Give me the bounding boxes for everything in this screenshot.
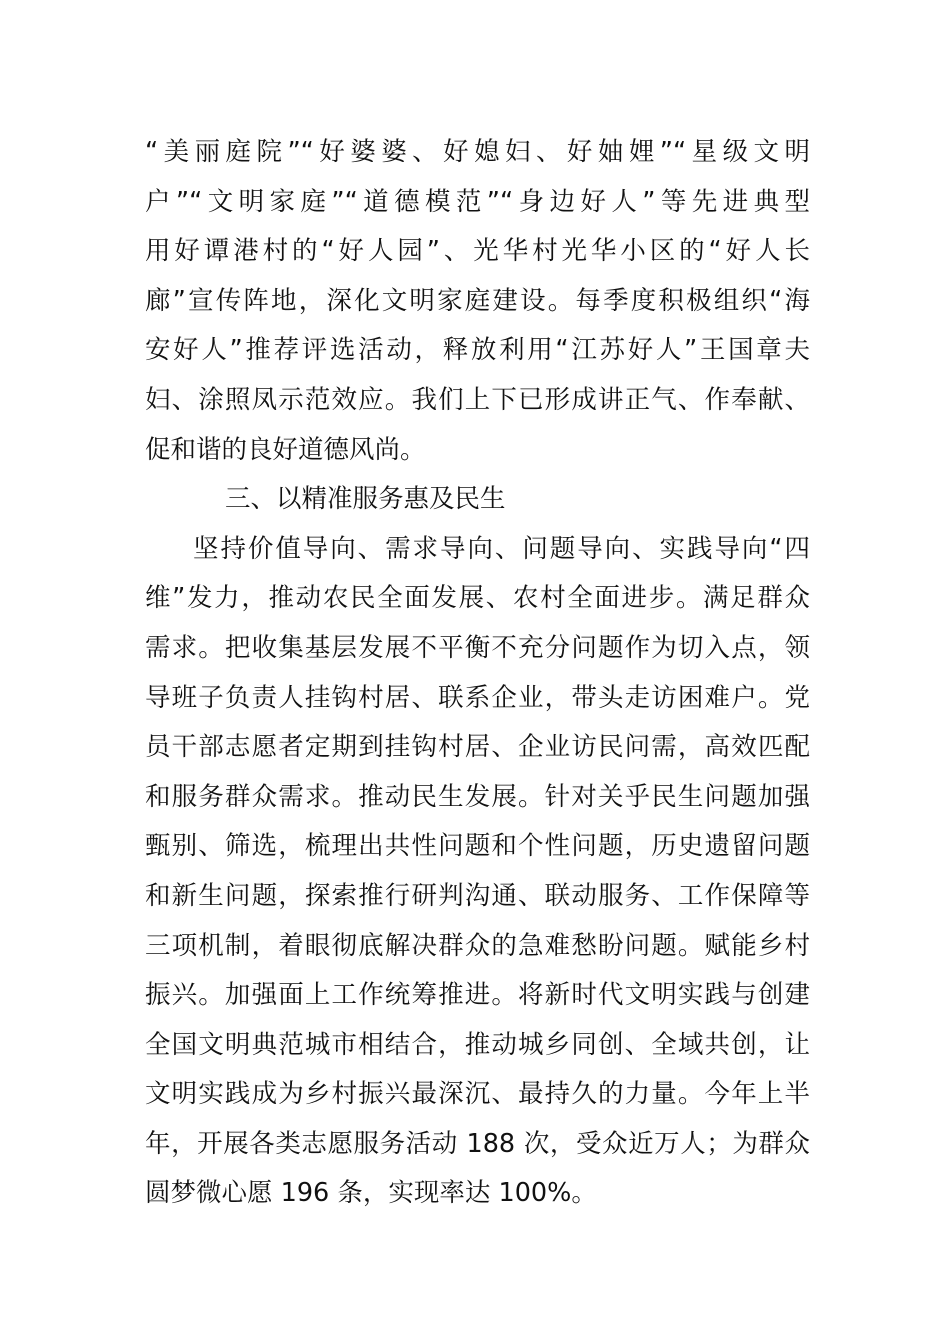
paragraph-line: 维”发力，推动农民全面发展、农村全面进步。满足群众 — [145, 583, 810, 614]
paragraph-line: 年，开展各类志愿服务活动 188 次，受众近万人；为群众 — [145, 1128, 810, 1159]
paragraph-family-civilization — [145, 128, 810, 475]
paragraph-line: 和新生问题，探索推行研判沟通、联动服务、工作保障等 — [145, 880, 810, 911]
paragraph-line: 文明实践成为乡村振兴最深沉、最持久的力量。今年上半 — [145, 1079, 810, 1110]
paragraph-line: 和服务群众需求。推动民生发展。针对关乎民生问题加强 — [145, 781, 810, 812]
paragraph-line: 全国文明典范城市相结合，推动城乡同创、全域共创，让 — [145, 1029, 810, 1060]
paragraph-line: 廊”宣传阵地，深化文明家庭建设。每季度积极组织“海 — [145, 285, 810, 316]
paragraph-line: 甄别、筛选，梳理出共性问题和个性问题，历史遗留问题 — [145, 831, 810, 862]
paragraph-line: 需求。把收集基层发展不平衡不充分问题作为切入点，领 — [145, 632, 810, 663]
paragraph-line: 振兴。加强面上工作统筹推进。将新时代文明实践与创建 — [145, 980, 810, 1011]
paragraph-line: “美丽庭院”“好婆婆、好媳妇、好妯娌”“星级文明 — [145, 137, 810, 167]
paragraph-line: 安好人”推荐评选活动，释放利用“江苏好人”王国章夫 — [145, 335, 810, 366]
paragraph-precise-service — [145, 525, 810, 1219]
section-heading: 三、以精准服务惠及民生 — [225, 484, 506, 515]
paragraph-line: 三项机制，着眼彻底解决群众的急难愁盼问题。赋能乡村 — [145, 930, 810, 961]
paragraph-line: 妇、涂照凤示范效应。我们上下已形成讲正气、作奉献、 — [145, 384, 810, 415]
paragraph-line: 员干部志愿者定期到挂钩村居、企业访民问需，高效匹配 — [145, 732, 810, 763]
paragraph-line: 导班子负责人挂钩村居、联系企业，带头走访困难户。党 — [145, 682, 810, 713]
paragraph-line: 坚持价值导向、需求导向、问题导向、实践导向“四 — [193, 533, 810, 564]
document-body — [145, 128, 810, 1219]
paragraph-line: 圆梦微心愿 196 条，实现率达 100%。 — [145, 1178, 597, 1209]
paragraph-line: 促和谐的良好道德风尚。 — [145, 434, 426, 465]
paragraph-line: 用好谭港村的“好人园”、光华村光华小区的“好人长 — [145, 236, 810, 267]
paragraph-line: 户”“文明家庭”“道德模范”“身边好人”等先进典型 — [145, 186, 810, 217]
